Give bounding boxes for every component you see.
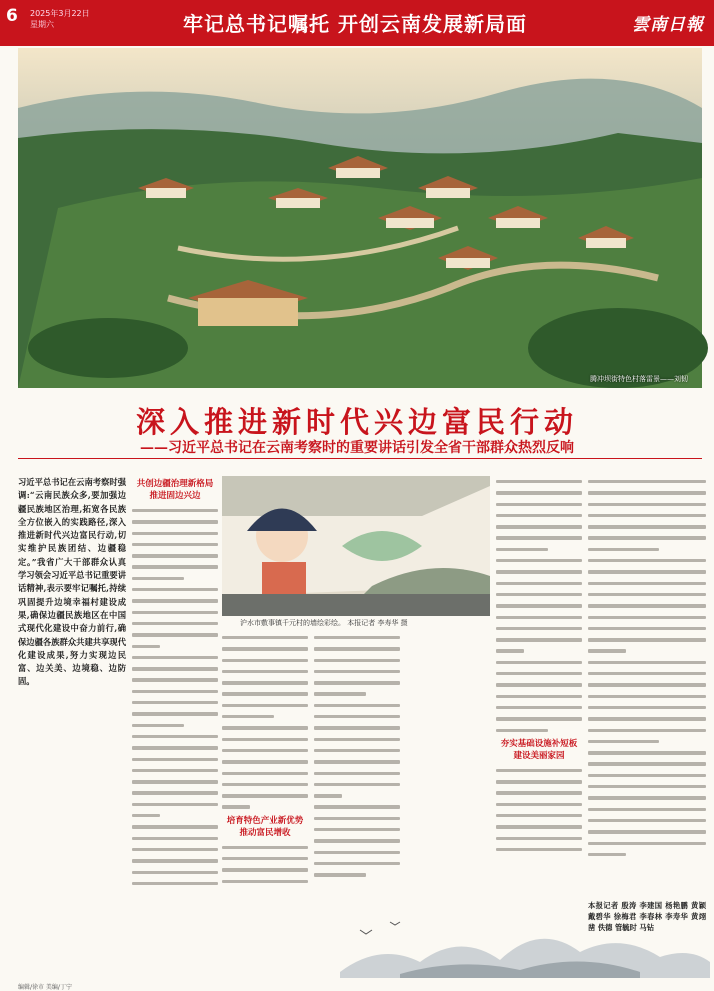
text-line	[496, 713, 582, 724]
text-line	[222, 756, 308, 767]
text-line	[222, 722, 308, 733]
ink-landscape-illustration	[340, 912, 710, 978]
text-line	[588, 849, 706, 860]
text-line	[314, 835, 400, 846]
text-line	[588, 544, 706, 555]
sub-headline: ——习近平总书记在云南考察时的重要讲话引发全省干部群众热烈反响	[140, 440, 574, 456]
text-line	[132, 686, 218, 697]
text-line	[588, 555, 706, 566]
text-line	[132, 652, 218, 663]
text-line	[222, 790, 308, 801]
text-line	[314, 745, 400, 756]
text-line	[588, 679, 706, 690]
mural-illustration	[222, 476, 490, 616]
byline: 本报记者 殷涛 李建国 杨艳鹏 黄颖 戴碧华 徐梅君 李春林 李寿华 黄翊凿 佚德 管毓时 马钻	[588, 901, 706, 932]
text-line	[222, 632, 308, 643]
lead-paragraph: 习近平总书记在云南考察时强调:“云南民族众多,要加强边疆民族地区治理,拓宽各民族全方位嵌入的实践路径,深入推进新时代兴边富民行动,切实维护民族团结、边疆稳定。”我省广大干部群众认真学习领会习近平总书记重要讲话精神,表示要牢记嘱托,持续巩固提升边境幸福村建设成果,确保边疆民族地区在中国式现代化建设中奋力前行,确保边疆各族群众共建共享现代化建设成果,努力实现边民富、边关美、边境稳、边防固。	[18, 477, 126, 687]
text-line	[132, 595, 218, 606]
text-line	[496, 612, 582, 623]
text-line	[132, 799, 218, 810]
section-title: 牢记总书记嘱托 开创云南发展新局面	[183, 12, 527, 36]
text-line	[588, 499, 706, 510]
text-line	[588, 589, 706, 600]
text-line	[496, 634, 582, 645]
text-line	[222, 734, 308, 745]
village-aerial-photo	[18, 48, 702, 388]
text-line	[588, 838, 706, 849]
article-column-4	[314, 632, 400, 896]
text-line	[496, 765, 582, 776]
text-line	[314, 632, 400, 643]
section-heading-3: 夯实基础设施补短板 建设美丽家园	[500, 738, 578, 761]
text-line	[588, 510, 706, 521]
text-line	[496, 600, 582, 611]
text-line	[132, 867, 218, 878]
text-line	[496, 725, 582, 736]
text-line	[496, 657, 582, 668]
text-line	[314, 790, 400, 801]
text-line	[496, 691, 582, 702]
text-line	[588, 747, 706, 758]
text-line	[222, 666, 308, 677]
text-line	[588, 532, 706, 543]
page-footer: 编辑/徐市 美编/丁宁	[18, 984, 72, 991]
text-line	[222, 853, 308, 864]
text-line	[588, 702, 706, 713]
text-line	[314, 722, 400, 733]
text-line	[588, 736, 706, 747]
text-line	[588, 657, 706, 668]
text-line	[222, 864, 308, 875]
text-line	[222, 643, 308, 654]
text-line	[588, 476, 706, 487]
text-line	[588, 521, 706, 532]
text-line	[314, 643, 400, 654]
text-line	[496, 555, 582, 566]
text-line	[496, 521, 582, 532]
text-line	[314, 756, 400, 767]
text-line	[132, 855, 218, 866]
article-column-5	[496, 476, 582, 896]
ink-landscape-svg	[340, 912, 710, 978]
text-line	[314, 847, 400, 858]
text-line	[132, 573, 218, 584]
text-line	[588, 487, 706, 498]
text-line	[314, 677, 400, 688]
text-line	[314, 768, 400, 779]
text-line	[314, 801, 400, 812]
text-line	[588, 770, 706, 781]
page-number: 6	[6, 6, 18, 26]
article-column-2	[132, 476, 218, 896]
text-line	[314, 666, 400, 677]
headline-divider	[18, 458, 702, 459]
text-line	[588, 634, 706, 645]
text-line	[132, 539, 218, 550]
text-line	[132, 765, 218, 776]
section-heading-2: 培育特色产业新优势 推动富民增收	[226, 815, 304, 838]
text-line	[222, 801, 308, 812]
text-line	[496, 566, 582, 577]
text-line	[588, 758, 706, 769]
text-line	[132, 720, 218, 731]
text-line	[588, 612, 706, 623]
text-line	[588, 815, 706, 826]
text-line	[132, 754, 218, 765]
mural-caption: 沪水市敷事镇千元村的墙绘彩绘。 本报记者 李寿华 摄	[240, 619, 408, 627]
text-line	[132, 833, 218, 844]
text-line	[132, 516, 218, 527]
main-headline: 深入推进新时代兴边富民行动	[135, 405, 578, 439]
text-line	[496, 844, 582, 855]
text-line	[496, 532, 582, 543]
text-line	[496, 499, 582, 510]
text-line	[314, 824, 400, 835]
text-line	[132, 550, 218, 561]
text-line	[132, 844, 218, 855]
text-line	[588, 691, 706, 702]
text-line	[222, 876, 308, 887]
text-line	[496, 833, 582, 844]
article-column-6	[588, 476, 706, 896]
text-line	[132, 584, 218, 595]
weekday: 星期六	[30, 20, 54, 29]
text-line	[132, 821, 218, 832]
text-line	[314, 700, 400, 711]
photo-illustration	[18, 48, 702, 388]
text-line	[314, 858, 400, 869]
issue-date	[30, 8, 90, 30]
text-line	[132, 607, 218, 618]
section-heading-1: 共创边疆治理新格局 推进固边兴边	[136, 479, 214, 501]
text-line	[588, 781, 706, 792]
text-line	[132, 697, 218, 708]
text-line	[222, 842, 308, 853]
text-line	[496, 645, 582, 656]
text-line	[132, 618, 218, 629]
newspaper-logo: 雲南日報	[632, 15, 704, 35]
text-line	[222, 768, 308, 779]
text-line	[496, 679, 582, 690]
text-line	[222, 779, 308, 790]
text-line	[496, 810, 582, 821]
text-line	[222, 700, 308, 711]
text-line	[496, 476, 582, 487]
text-line	[588, 725, 706, 736]
text-line	[132, 708, 218, 719]
page-header	[0, 0, 714, 46]
text-line	[314, 813, 400, 824]
text-line	[222, 688, 308, 699]
text-line	[496, 487, 582, 498]
text-line	[314, 711, 400, 722]
text-line	[588, 600, 706, 611]
text-line	[222, 711, 308, 722]
text-line	[314, 688, 400, 699]
text-line	[222, 655, 308, 666]
text-line	[588, 566, 706, 577]
text-line	[496, 821, 582, 832]
text-line	[496, 702, 582, 713]
text-line	[132, 810, 218, 821]
date-line: 2025年3月22日	[30, 9, 90, 18]
text-line	[132, 663, 218, 674]
text-line	[314, 779, 400, 790]
text-line	[132, 528, 218, 539]
text-line	[588, 645, 706, 656]
text-line	[496, 510, 582, 521]
text-line	[222, 677, 308, 688]
text-line	[588, 804, 706, 815]
text-line	[314, 869, 400, 880]
text-line	[588, 792, 706, 803]
text-line	[588, 713, 706, 724]
text-line	[588, 578, 706, 589]
text-line	[314, 655, 400, 666]
text-line	[496, 578, 582, 589]
text-line	[132, 742, 218, 753]
text-line	[132, 787, 218, 798]
text-line	[132, 629, 218, 640]
photo-caption: 腾冲坝街特色村落雷景——刘韧	[590, 375, 688, 383]
text-line	[132, 674, 218, 685]
text-line	[496, 787, 582, 798]
text-line	[588, 623, 706, 634]
text-line	[132, 878, 218, 889]
text-line	[496, 544, 582, 555]
text-line	[222, 745, 308, 756]
text-line	[496, 668, 582, 679]
text-line	[588, 826, 706, 837]
text-line	[132, 776, 218, 787]
text-line	[132, 505, 218, 516]
text-line	[496, 776, 582, 787]
text-line	[132, 561, 218, 572]
text-line	[314, 734, 400, 745]
text-line	[132, 641, 218, 652]
text-line	[496, 589, 582, 600]
text-line	[496, 799, 582, 810]
text-line	[588, 668, 706, 679]
text-line	[132, 731, 218, 742]
text-line	[496, 623, 582, 634]
article-column-3	[222, 632, 308, 896]
mural-photo	[222, 476, 490, 616]
